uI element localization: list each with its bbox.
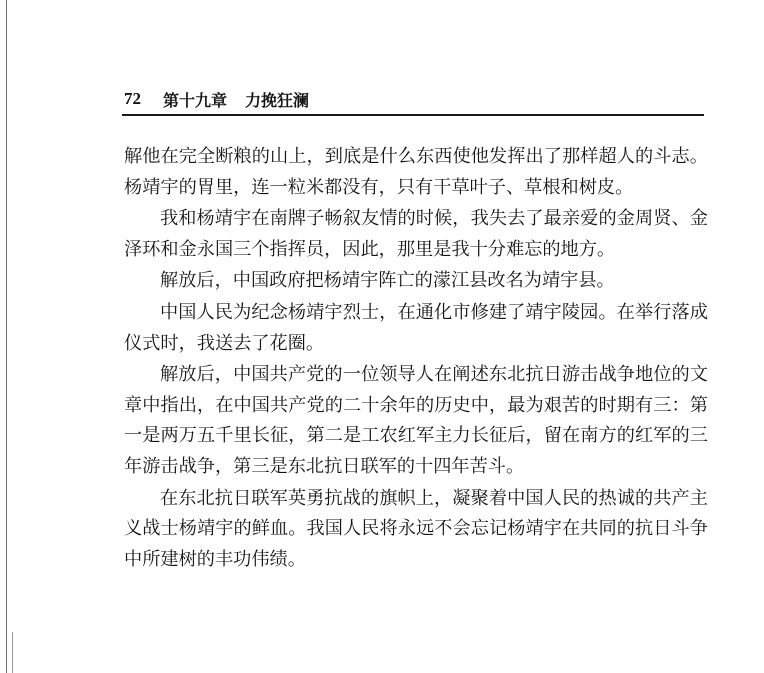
page-edge-line bbox=[6, 0, 7, 673]
paragraph: 在东北抗日联军英勇抗战的旗帜上，凝聚着中国人民的热诚的共产主义战士杨靖宇的鲜血。我国人民将永远不会忘记杨靖宇在共同的抗日斗争中所建树的丰功伟绩。 bbox=[124, 487, 708, 570]
page-number: 72 bbox=[124, 89, 141, 108]
chapter-title: 力挽狂澜 bbox=[245, 90, 310, 110]
paragraph-continued: 解他在完全断粮的山上，到底是什么东西使他发挥出了那样超人的斗志。杨靖宇的胃里，连一粒米都没有，只有干草叶子、草根和树皮。 bbox=[124, 146, 708, 198]
page-edge-line-lower bbox=[12, 632, 13, 673]
body-text bbox=[124, 142, 708, 576]
paragraph: 我和杨靖宇在南牌子畅叙友情的时候，我失去了最亲爱的金周贤、金泽环和金永国三个指挥员，因此，那里是我十分难忘的地方。 bbox=[124, 208, 708, 260]
paragraph: 解放后，中国共产党的一位领导人在阐述东北抗日游击战争地位的文章中指出，在中国共产党的二十余年的历史中，最为艰苦的时期有三：第一是两万五千里长征，第二是工农红军主力长征后，留在南方的红军的三年游击战争，第三是东北抗日联军的十四年苦斗。 bbox=[124, 364, 708, 477]
paragraph: 中国人民为纪念杨靖宇烈士，在通化市修建了靖宇陵园。在举行落成仪式时，我送去了花圈。 bbox=[124, 301, 708, 354]
header-divider bbox=[122, 114, 704, 116]
running-header bbox=[124, 86, 309, 112]
paragraph: 解放后，中国政府把杨靖宇阵亡的濛江县改名为靖宇县。 bbox=[160, 270, 615, 292]
chapter-number: 第十九章 bbox=[163, 90, 228, 110]
